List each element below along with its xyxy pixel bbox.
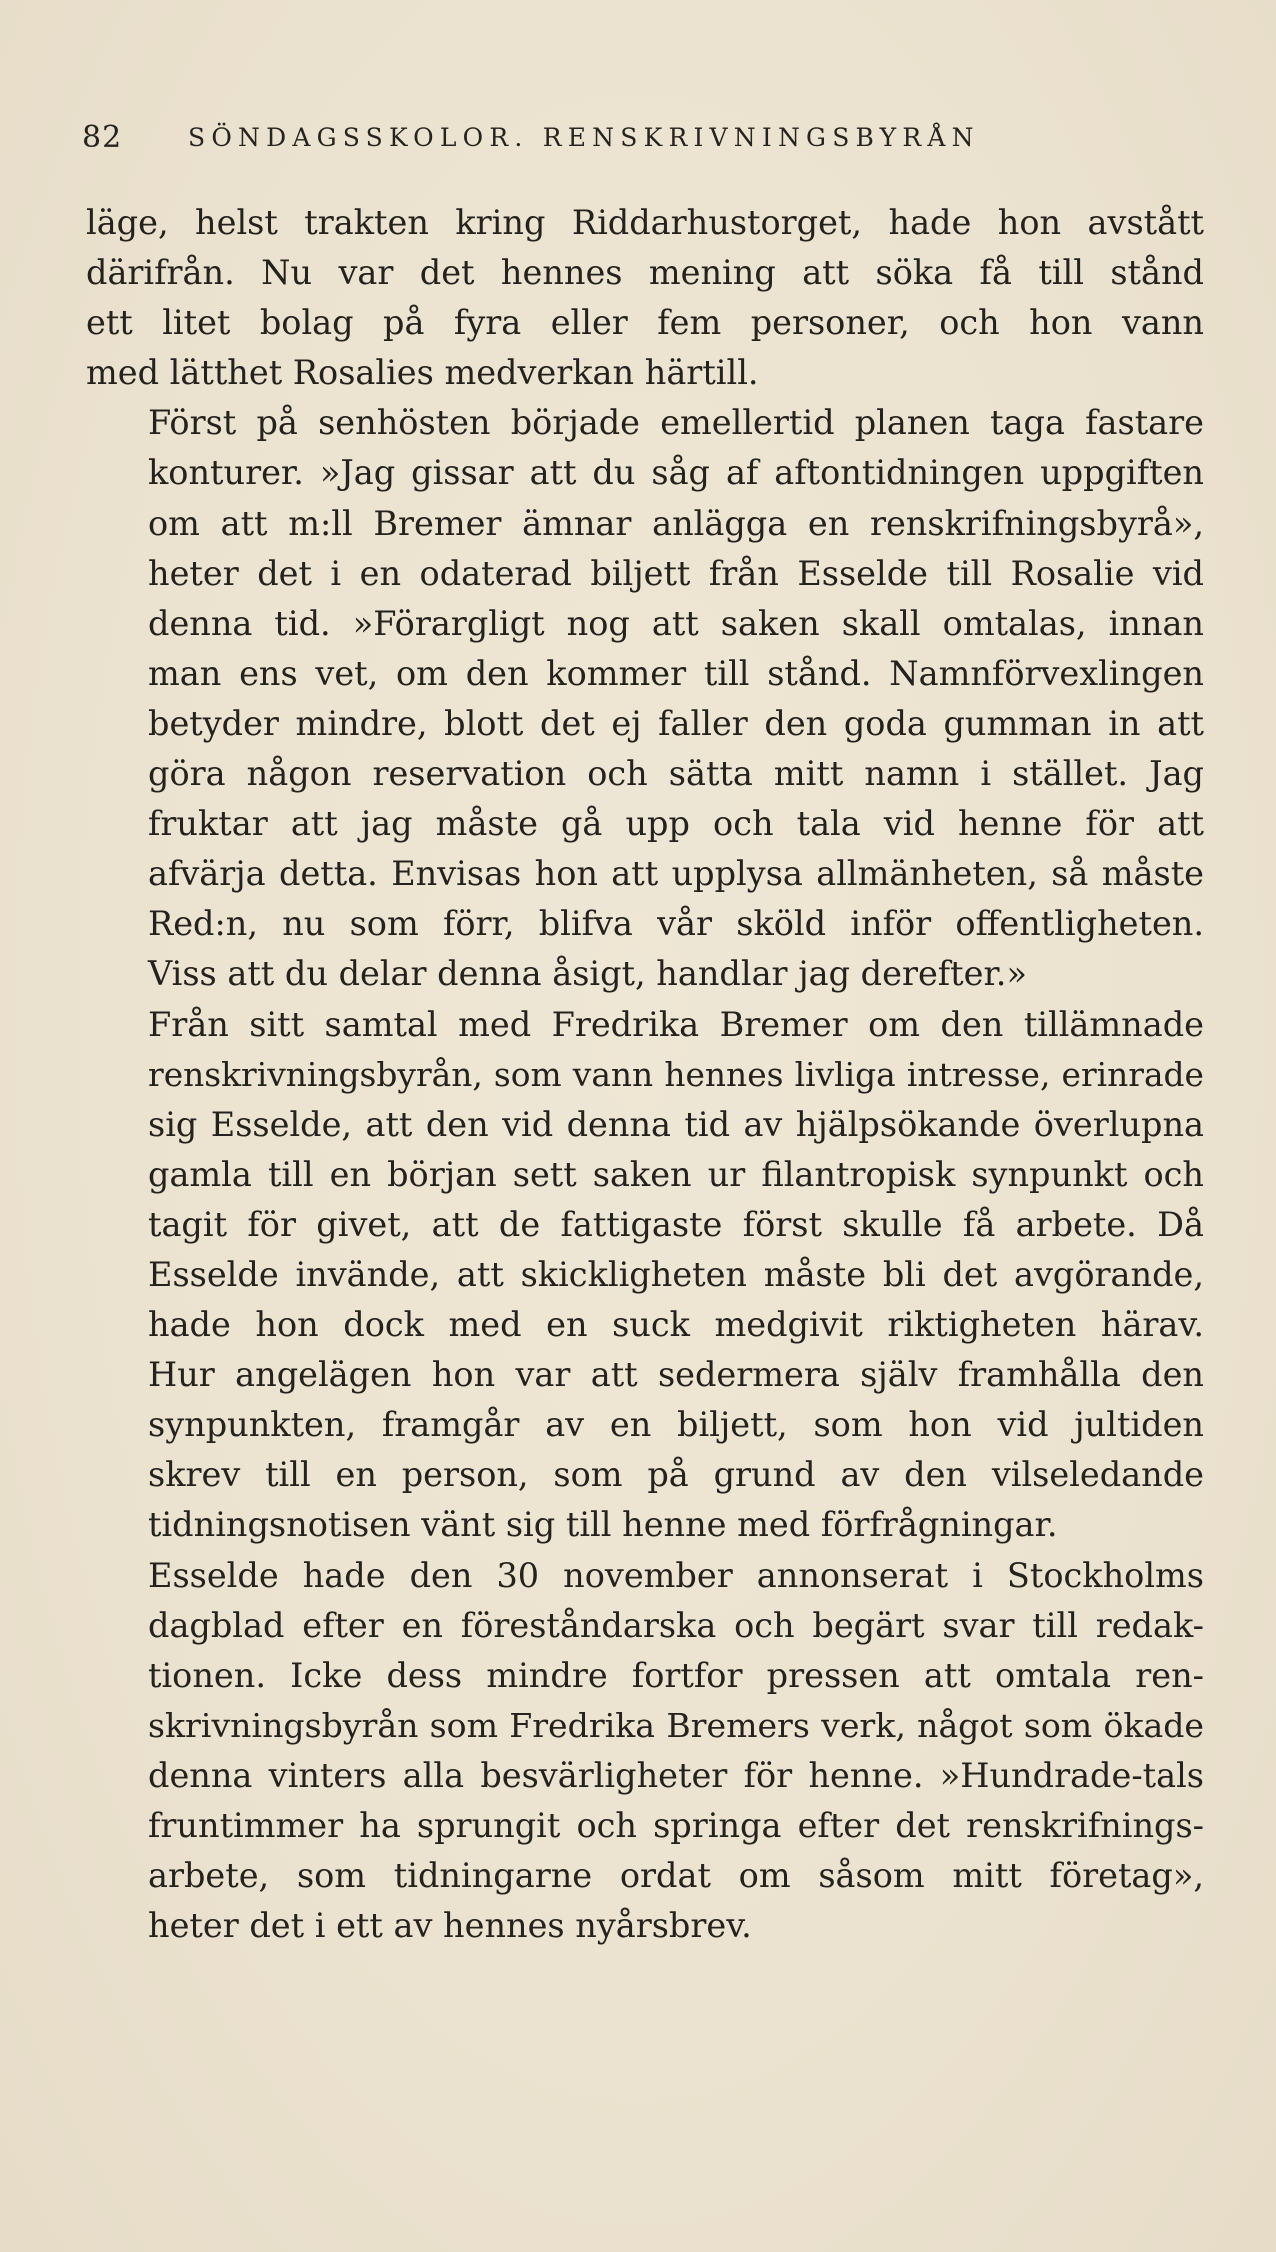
text-line: ett litet bolag på fyra eller fem personer, och hon vann bbox=[86, 303, 1204, 343]
text-line: om att m:ll Bremer ämnar anlägga en renskrifningsbyrå», bbox=[148, 503, 1204, 543]
text-line: fruktar att jag måste gå upp och tala vid henne för att bbox=[148, 804, 1204, 844]
text-line: tagit för givet, att de fattigaste först skulle få arbete. Då bbox=[148, 1204, 1204, 1244]
text-line: fruntimmer ha sprungit och springa efter det renskrifnings- bbox=[148, 1806, 1204, 1845]
page-header bbox=[82, 120, 1082, 170]
running-title: SÖNDAGSSKOLOR. RENSKRIVNINGSBYRÅN bbox=[188, 123, 980, 152]
text-line: tionen. Icke dess mindre fortfor pressen att omtala ren- bbox=[148, 1655, 1204, 1695]
text-line: hade hon dock med en suck medgivit riktigheten härav. bbox=[148, 1305, 1204, 1345]
text-line: skrev till en person, som på grund av den vilseledande bbox=[148, 1455, 1204, 1495]
text-line: Red:n, nu som förr, blifva vår sköld inför offentligheten. bbox=[148, 904, 1204, 944]
paragraph bbox=[86, 198, 1204, 398]
text-line: med lätthet Rosalies medverkan härtill. bbox=[86, 353, 759, 393]
text-line: skrivningsbyrån som Fredrika Bremers verk, något som ökade bbox=[148, 1705, 1204, 1745]
paragraph bbox=[86, 398, 1204, 999]
text-line: Hur angelägen hon var att sedermera själv framhålla den bbox=[148, 1355, 1204, 1395]
text-line: sig Esselde, att den vid denna tid av hjälpsökande överlupna bbox=[148, 1104, 1204, 1144]
text-line: Esselde hade den 30 november annonserat i Stockholms bbox=[148, 1555, 1204, 1595]
text-line: denna tid. »Förargligt nog att saken skall omtalas, innan bbox=[148, 603, 1204, 643]
text-line: afvärja detta. Envisas hon att upplysa allmänheten, så måste bbox=[148, 854, 1204, 894]
paragraph bbox=[86, 1000, 1204, 1551]
text-line: heter det i en odaterad biljett från Esselde till Rosalie vid bbox=[148, 553, 1204, 593]
text-line: läge, helst trakten kring Riddarhustorget, hade hon avstått bbox=[86, 203, 1204, 242]
paragraph bbox=[86, 1551, 1204, 1952]
text-line: synpunkten, framgår av en biljett, som hon vid jultiden bbox=[148, 1405, 1204, 1445]
text-line: heter det i ett av hennes nyårsbrev. bbox=[148, 1906, 752, 1946]
text-line: Från sitt samtal med Fredrika Bremer om den tillämnade bbox=[148, 1004, 1204, 1044]
text-line: dagblad efter en föreståndarska och begärt svar till redak- bbox=[148, 1605, 1204, 1645]
page-number: 82 bbox=[82, 120, 123, 155]
body-text bbox=[86, 198, 1204, 1951]
text-line: därifrån. Nu var det hennes mening att söka få till stånd bbox=[86, 253, 1204, 293]
text-line: denna vinters alla besvärligheter för henne. »Hundrade-tals bbox=[148, 1755, 1204, 1795]
text-line: renskrivningsbyrån, som vann hennes livliga intresse, erinrade bbox=[148, 1055, 1204, 1094]
text-line: gamla till en början sett saken ur filantropisk synpunkt och bbox=[148, 1154, 1204, 1194]
text-line: Esselde invände, att skickligheten måste bli det avgörande, bbox=[148, 1254, 1204, 1294]
text-line: man ens vet, om den kommer till stånd. Namnförvexlingen bbox=[148, 653, 1204, 693]
text-line: Viss att du delar denna åsigt, handlar jag derefter.» bbox=[148, 954, 1027, 994]
text-line: konturer. »Jag gissar att du såg af aftontidningen uppgiften bbox=[148, 453, 1204, 493]
text-line: Först på senhösten började emellertid planen taga fastare bbox=[148, 403, 1204, 443]
text-line: tidningsnotisen vänt sig till henne med förfrågningar. bbox=[148, 1505, 1058, 1545]
text-line: göra någon reservation och sätta mitt namn i stället. Jag bbox=[148, 754, 1204, 794]
text-line: arbete, som tidningarne ordat om såsom mitt företag», bbox=[148, 1856, 1204, 1896]
text-line: betyder mindre, blott det ej faller den goda gumman in att bbox=[148, 703, 1204, 743]
